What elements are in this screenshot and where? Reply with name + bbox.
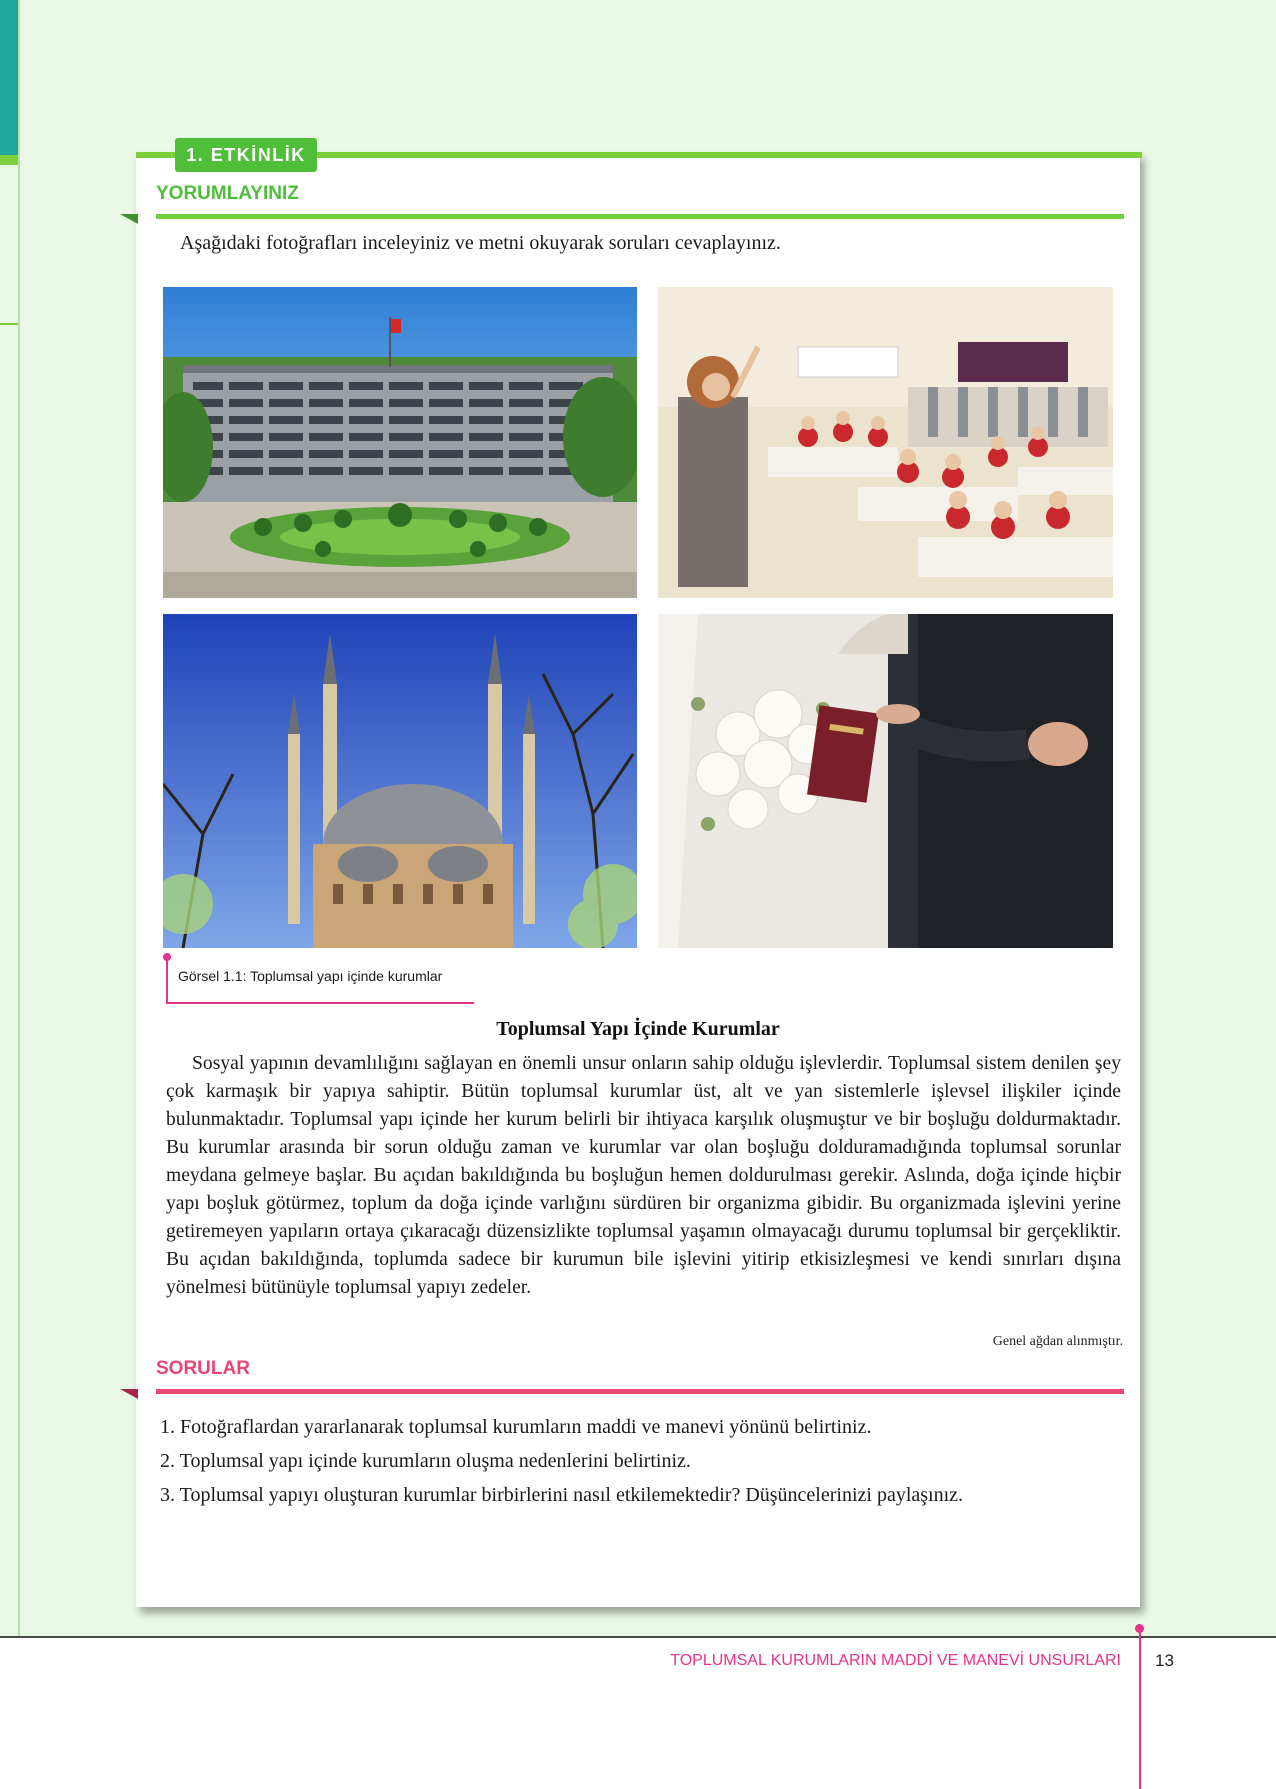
footer-dot [1135,1624,1144,1633]
page-number: 13 [1155,1651,1174,1670]
classroom-photo [658,287,1113,598]
instruction-text: Aşağıdaki fotoğrafları inceleyiniz ve metni okuyarak soruları cevaplayınız. [180,232,781,254]
left-margin-tick [0,323,18,325]
figure-caption: Görsel 1.1: Toplumsal yapı içinde kurumlar [178,968,443,984]
question-item: 2. Toplumsal yapı içinde kurumların oluşma nedenlerini belirtiniz. [160,1450,691,1472]
footer-unit-title: TOPLUMSAL KURUMLARIN MADDİ VE MANEVİ UNSURLARI [670,1652,1121,1669]
activity-badge: 1. ETKİNLİK [175,138,317,172]
footer-rule [0,1636,1276,1638]
left-margin-line [18,0,20,1636]
question-item: 3. Toplumsal yapıyı oluşturan kurumlar birbirlerini nasıl etkilemektedir? Düşüncelerinizi paylaşınız. [160,1484,964,1506]
question-item: 1. Fotoğraflardan yararlanarak toplumsal kurumların maddi ve manevi yönünü belirtiniz. [160,1416,872,1438]
reading-paragraph: Sosyal yapının devamlılığını sağlayan en önemli unsur onların sahip olduğu işlevlerdir. Toplumsal sistem denilen şey çok karmaşık bir yapıya sahiptir. Bütün toplumsal kurumlar üst, alt ve yan sistemlerle işlevsel ilişkiler içinde bulunmaktadır. Toplumsal yapı içinde her kurum belirli bir ihtiyaca karşılık oluşmuştur ve bir boşluğu doldurmaktadır. Bu kurumlar arasında bir sorun olduğu zaman ve kurumlar var olan boşluğu dolduramadığında toplumsal sorunlar meydana gelmeye başlar. Bu açıdan bakıldığında bu boşluğun hemen doldurulması gerekir. Aslında, doğa içinde hiçbir yapı boşluk götürmez, toplum da doğa içinde varlığını sürdüren bir organizma gibidir. Bu organizmada işlevini yerine getiremeyen yapıların ortaya çıkaracağı düzensizlikte toplumsal yaşamın olmayacağı durumu toplumsal bir gerçekliktir. Bu açıdan bakıldığında, toplumda sadece bir kurumun bile işlevini yitirip etkisizleşmesi ve kendi sınırları dışına yönelmesi bütünüyle toplumsal yapıyı zedeler. [166,1053,1121,1298]
footer-divider [1139,1628,1141,1789]
reading-body [166,1050,1121,1302]
source-note: Genel ağdan alınmıştır. [992,1334,1123,1349]
courthouse-photo [163,287,637,598]
heading-rule-green [156,214,1124,219]
heading-rule-pink [156,1389,1124,1394]
reading-title: Toplumsal Yapı İçinde Kurumlar [496,1018,780,1040]
wedding-photo [658,614,1113,948]
left-accent-bar-green [0,155,18,165]
question-list [160,1410,963,1512]
mosque-photo [163,614,637,948]
section-heading-yorumlayiniz: YORUMLAYINIZ [156,183,299,204]
heading-rule-pink-notch [120,1389,138,1399]
section-heading-sorular: SORULAR [156,1358,250,1379]
left-accent-bar [0,0,18,155]
heading-rule-notch [120,214,138,224]
